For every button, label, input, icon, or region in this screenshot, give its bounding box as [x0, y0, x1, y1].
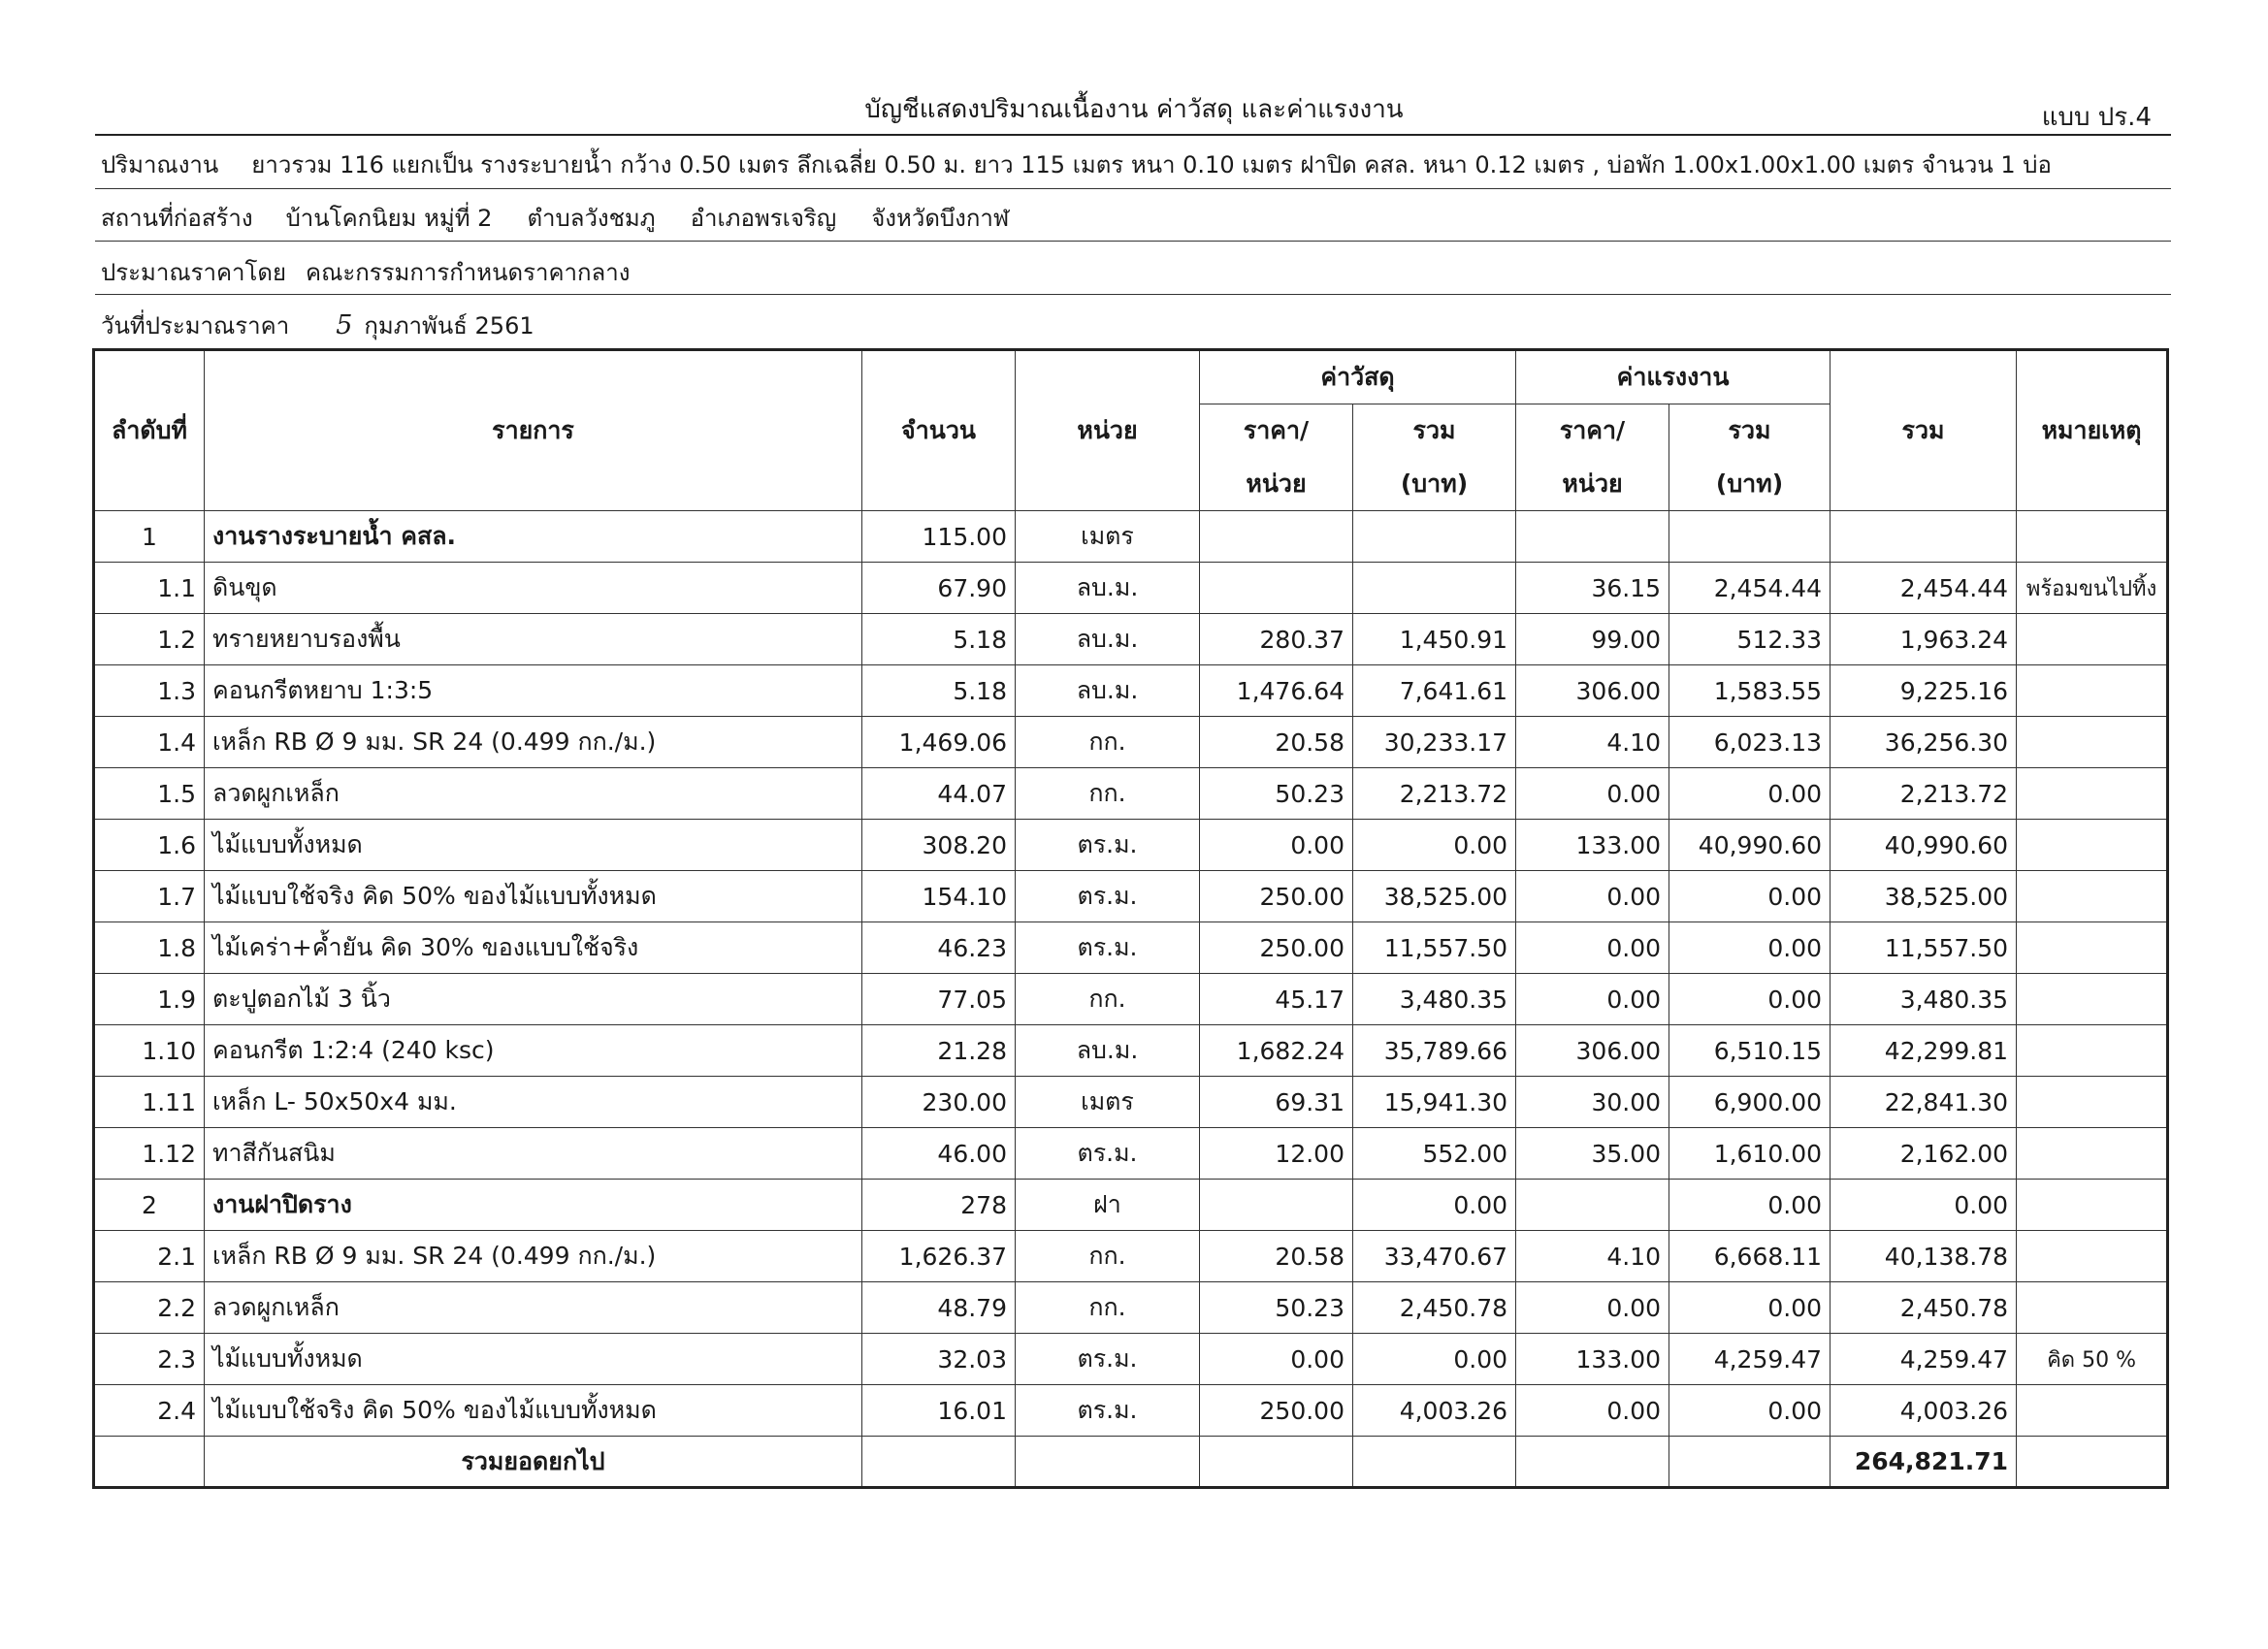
row-material-price: 20.58: [1200, 717, 1353, 768]
table-row: [94, 820, 2168, 871]
row-no: 1: [94, 511, 205, 563]
row-note: [2017, 1077, 2168, 1128]
row-no: 1.4: [94, 717, 205, 768]
site-district: อำเภอพรเจริญ: [690, 205, 837, 232]
row-total: 36,256.30: [1831, 717, 2017, 768]
divider: [95, 134, 2171, 136]
row-unit: ตร.ม.: [1016, 1385, 1200, 1437]
row-item: ทรายหยาบรองพื้น: [205, 614, 862, 665]
table-row: [94, 563, 2168, 614]
row-qty: 32.03: [862, 1334, 1016, 1385]
row-unit: เมตร: [1016, 511, 1200, 563]
header-material-sum: รวม: [1353, 404, 1516, 458]
row-material-price: 0.00: [1200, 1334, 1353, 1385]
table-row: [94, 1334, 2168, 1385]
total-row: [94, 1437, 2168, 1488]
row-total: [1831, 511, 2017, 563]
row-item: ลวดผูกเหล็ก: [205, 1282, 862, 1334]
row-unit: ลบ.ม.: [1016, 614, 1200, 665]
row-material-sum: 11,557.50: [1353, 922, 1516, 974]
table-row: [94, 871, 2168, 922]
row-item: ทาสีกันสนิม: [205, 1128, 862, 1180]
row-note: [2017, 922, 2168, 974]
row-total: 1,963.24: [1831, 614, 2017, 665]
estimator-line: [101, 253, 630, 291]
row-material-price: [1200, 1180, 1353, 1231]
site-line: [101, 199, 1009, 237]
row-labor-price: 133.00: [1516, 1334, 1669, 1385]
row-material-price: 280.37: [1200, 614, 1353, 665]
row-unit: ตร.ม.: [1016, 1334, 1200, 1385]
site-province: จังหวัดบึงกาฬ: [871, 205, 1010, 232]
row-unit: เมตร: [1016, 1077, 1200, 1128]
date-label: วันที่ประมาณราคา: [101, 312, 290, 340]
row-total: 38,525.00: [1831, 871, 2017, 922]
row-material-price: 0.00: [1200, 820, 1353, 871]
row-note: [2017, 717, 2168, 768]
row-note: [2017, 1128, 2168, 1180]
row-no: 2.4: [94, 1385, 205, 1437]
row-qty: 154.10: [862, 871, 1016, 922]
row-total: 4,003.26: [1831, 1385, 2017, 1437]
row-item: ไม้เคร่า+ค้ำยัน คิด 30% ของแบบใช้จริง: [205, 922, 862, 974]
row-material-price: [1200, 511, 1353, 563]
row-note: [2017, 1385, 2168, 1437]
row-qty: 48.79: [862, 1282, 1016, 1334]
row-qty: 77.05: [862, 974, 1016, 1025]
row-note: [2017, 768, 2168, 820]
row-qty: 5.18: [862, 614, 1016, 665]
boq-table: [92, 348, 2169, 1489]
row-note: [2017, 511, 2168, 563]
row-no: 1.6: [94, 820, 205, 871]
row-no: 2.3: [94, 1334, 205, 1385]
row-material-sum: 1,450.91: [1353, 614, 1516, 665]
row-labor-sum: 0.00: [1669, 922, 1831, 974]
row-material-price: 45.17: [1200, 974, 1353, 1025]
row-no: 2.1: [94, 1231, 205, 1282]
row-material-sum: 0.00: [1353, 1334, 1516, 1385]
header-qty: จำนวน: [862, 350, 1016, 511]
row-note: [2017, 1025, 2168, 1077]
row-material-price: 69.31: [1200, 1077, 1353, 1128]
row-qty: 308.20: [862, 820, 1016, 871]
row-labor-price: 0.00: [1516, 768, 1669, 820]
header-labor-sum: รวม: [1669, 404, 1831, 458]
row-note: [2017, 974, 2168, 1025]
table-row: [94, 1385, 2168, 1437]
section-row: [94, 511, 2168, 563]
row-labor-price: 4.10: [1516, 1231, 1669, 1282]
row-qty: 67.90: [862, 563, 1016, 614]
row-qty: 46.23: [862, 922, 1016, 974]
site-label: สถานที่ก่อสร้าง: [101, 205, 253, 232]
row-no: 1.10: [94, 1025, 205, 1077]
total-cell-empty: [1669, 1437, 1831, 1488]
divider: [95, 294, 2171, 295]
row-labor-sum: [1669, 511, 1831, 563]
row-item: ไม้แบบทั้งหมด: [205, 1334, 862, 1385]
row-qty: 278: [862, 1180, 1016, 1231]
total-cell-empty: [2017, 1437, 2168, 1488]
row-note: [2017, 1180, 2168, 1231]
row-note: พร้อมขนไปทิ้ง: [2017, 563, 2168, 614]
row-unit: ลบ.ม.: [1016, 563, 1200, 614]
row-total: 2,162.00: [1831, 1128, 2017, 1180]
row-item: งานฝาปิดราง: [205, 1180, 862, 1231]
row-note: [2017, 820, 2168, 871]
row-material-sum: 0.00: [1353, 820, 1516, 871]
row-unit: ตร.ม.: [1016, 1128, 1200, 1180]
table-row: [94, 768, 2168, 820]
header-material-price-unit: ราคา/: [1200, 404, 1353, 458]
row-note: [2017, 614, 2168, 665]
row-material-sum: 38,525.00: [1353, 871, 1516, 922]
estimator: คณะกรรมการกำหนดราคากลาง: [306, 259, 631, 286]
row-no: 1.12: [94, 1128, 205, 1180]
row-labor-price: [1516, 511, 1669, 563]
row-qty: 1,469.06: [862, 717, 1016, 768]
row-unit: กก.: [1016, 717, 1200, 768]
row-item: เหล็ก RB Ø 9 มม. SR 24 (0.499 กก./ม.): [205, 717, 862, 768]
row-item: ไม้แบบใช้จริง คิด 50% ของไม้แบบทั้งหมด: [205, 1385, 862, 1437]
row-item: คอนกรีตหยาบ 1:3:5: [205, 665, 862, 717]
row-qty: 1,626.37: [862, 1231, 1016, 1282]
table-row: [94, 665, 2168, 717]
row-item: ไม้แบบใช้จริง คิด 50% ของไม้แบบทั้งหมด: [205, 871, 862, 922]
header-labor: ค่าแรงงาน: [1516, 350, 1831, 404]
row-labor-sum: 0.00: [1669, 1385, 1831, 1437]
row-labor-sum: 6,668.11: [1669, 1231, 1831, 1282]
row-unit: ฝา: [1016, 1180, 1200, 1231]
row-no: 1.3: [94, 665, 205, 717]
header-unit: หน่วย: [1016, 350, 1200, 511]
row-labor-price: 0.00: [1516, 974, 1669, 1025]
row-total: 4,259.47: [1831, 1334, 2017, 1385]
estimator-label: ประมาณราคาโดย: [101, 259, 287, 286]
row-no: 1.2: [94, 614, 205, 665]
header-material-price-unit-2: หน่วย: [1200, 458, 1353, 511]
row-no: 2: [94, 1180, 205, 1231]
row-material-price: 50.23: [1200, 1282, 1353, 1334]
row-note: [2017, 871, 2168, 922]
row-material-sum: 4,003.26: [1353, 1385, 1516, 1437]
row-no: 1.5: [94, 768, 205, 820]
table-row: [94, 922, 2168, 974]
row-labor-price: [1516, 1180, 1669, 1231]
row-material-price: [1200, 563, 1353, 614]
row-labor-price: 0.00: [1516, 871, 1669, 922]
row-labor-sum: 0.00: [1669, 1180, 1831, 1231]
row-item: คอนกรีต 1:2:4 (240 ksc): [205, 1025, 862, 1077]
header-remark: หมายเหตุ: [2017, 350, 2168, 511]
row-item: ลวดผูกเหล็ก: [205, 768, 862, 820]
row-no: 1.1: [94, 563, 205, 614]
row-unit: ลบ.ม.: [1016, 1025, 1200, 1077]
row-material-sum: 552.00: [1353, 1128, 1516, 1180]
header-no: ลำดับที่: [94, 350, 205, 511]
row-total: 0.00: [1831, 1180, 2017, 1231]
row-labor-price: 0.00: [1516, 1282, 1669, 1334]
total-label: รวมยอดยกไป: [205, 1437, 862, 1488]
row-labor-sum: 40,990.60: [1669, 820, 1831, 871]
table-row: [94, 1282, 2168, 1334]
row-total: 2,450.78: [1831, 1282, 2017, 1334]
row-labor-sum: 6,900.00: [1669, 1077, 1831, 1128]
header-total: รวม: [1831, 350, 2017, 511]
row-material-price: 12.00: [1200, 1128, 1353, 1180]
row-material-sum: [1353, 511, 1516, 563]
row-total: 2,213.72: [1831, 768, 2017, 820]
total-cell-empty: [94, 1437, 205, 1488]
row-labor-price: 133.00: [1516, 820, 1669, 871]
row-material-sum: 0.00: [1353, 1180, 1516, 1231]
row-total: 22,841.30: [1831, 1077, 2017, 1128]
row-material-price: 1,682.24: [1200, 1025, 1353, 1077]
scope-line: [101, 146, 2052, 183]
row-labor-price: 4.10: [1516, 717, 1669, 768]
date-day: 5: [336, 310, 353, 340]
row-no: 1.11: [94, 1077, 205, 1128]
row-qty: 44.07: [862, 768, 1016, 820]
table-row: [94, 614, 2168, 665]
row-labor-price: 306.00: [1516, 665, 1669, 717]
row-material-price: 250.00: [1200, 871, 1353, 922]
row-labor-sum: 6,023.13: [1669, 717, 1831, 768]
row-unit: กก.: [1016, 974, 1200, 1025]
row-item: เหล็ก RB Ø 9 มม. SR 24 (0.499 กก./ม.): [205, 1231, 862, 1282]
total-cell-empty: [1353, 1437, 1516, 1488]
total-cell-empty: [1516, 1437, 1669, 1488]
table-row: [94, 1025, 2168, 1077]
row-labor-price: 0.00: [1516, 1385, 1669, 1437]
form-code: แบบ ปร.4: [2041, 103, 2152, 132]
row-labor-price: 0.00: [1516, 922, 1669, 974]
total-value: 264,821.71: [1831, 1437, 2017, 1488]
row-total: 3,480.35: [1831, 974, 2017, 1025]
row-no: 1.7: [94, 871, 205, 922]
row-labor-sum: 0.00: [1669, 974, 1831, 1025]
row-no: 2.2: [94, 1282, 205, 1334]
row-material-price: 1,476.64: [1200, 665, 1353, 717]
document-title: บัญชีแสดงปริมาณเนื้องาน ค่าวัสดุ และค่าแรงงาน: [864, 95, 1404, 124]
row-qty: 21.28: [862, 1025, 1016, 1077]
table-row: [94, 1128, 2168, 1180]
row-labor-sum: 0.00: [1669, 871, 1831, 922]
table-row: [94, 974, 2168, 1025]
header-material: ค่าวัสดุ: [1200, 350, 1516, 404]
row-item: ไม้แบบทั้งหมด: [205, 820, 862, 871]
header-material-sum-2: (บาท): [1353, 458, 1516, 511]
row-material-price: 20.58: [1200, 1231, 1353, 1282]
row-labor-price: 30.00: [1516, 1077, 1669, 1128]
header-labor-price-unit-2: หน่วย: [1516, 458, 1669, 511]
table-row: [94, 1231, 2168, 1282]
row-labor-price: 35.00: [1516, 1128, 1669, 1180]
row-no: 1.8: [94, 922, 205, 974]
row-item: งานรางระบายน้ำ คสล.: [205, 511, 862, 563]
row-material-sum: 30,233.17: [1353, 717, 1516, 768]
row-labor-sum: 1,610.00: [1669, 1128, 1831, 1180]
row-labor-price: 99.00: [1516, 614, 1669, 665]
row-material-sum: 2,450.78: [1353, 1282, 1516, 1334]
row-total: 2,454.44: [1831, 563, 2017, 614]
row-material-sum: [1353, 563, 1516, 614]
divider: [95, 188, 2171, 189]
total-cell-empty: [862, 1437, 1016, 1488]
row-material-sum: 35,789.66: [1353, 1025, 1516, 1077]
row-labor-sum: 0.00: [1669, 768, 1831, 820]
row-note: คิด 50 %: [2017, 1334, 2168, 1385]
row-unit: ตร.ม.: [1016, 820, 1200, 871]
row-qty: 46.00: [862, 1128, 1016, 1180]
row-material-sum: 7,641.61: [1353, 665, 1516, 717]
divider: [95, 241, 2171, 242]
row-labor-sum: 1,583.55: [1669, 665, 1831, 717]
row-unit: ลบ.ม.: [1016, 665, 1200, 717]
row-qty: 230.00: [862, 1077, 1016, 1128]
row-no: 1.9: [94, 974, 205, 1025]
row-material-sum: 15,941.30: [1353, 1077, 1516, 1128]
row-total: 40,990.60: [1831, 820, 2017, 871]
row-labor-price: 306.00: [1516, 1025, 1669, 1077]
row-material-sum: 33,470.67: [1353, 1231, 1516, 1282]
row-total: 40,138.78: [1831, 1231, 2017, 1282]
section-row: [94, 1180, 2168, 1231]
total-cell-empty: [1200, 1437, 1353, 1488]
row-unit: กก.: [1016, 768, 1200, 820]
row-qty: 115.00: [862, 511, 1016, 563]
total-cell-empty: [1016, 1437, 1200, 1488]
row-labor-sum: 2,454.44: [1669, 563, 1831, 614]
row-total: 11,557.50: [1831, 922, 2017, 974]
site-village: บ้านโคกนิยม หมู่ที่ 2: [285, 205, 493, 232]
row-total: 42,299.81: [1831, 1025, 2017, 1077]
row-item: เหล็ก L- 50x50x4 มม.: [205, 1077, 862, 1128]
scope-text: ยาวรวม 116 แยกเป็น รางระบายน้ำ กว้าง 0.50 เมตร ลึกเฉลี่ย 0.50 ม. ยาว 115 เมตร หนา 0.10 เมตร ฝาปิด คสล. หนา 0.12 เมตร , บ่อพัก 1.00x1.00x1.00 เมตร จำนวน 1 บ่อ: [251, 151, 2052, 178]
row-unit: ตร.ม.: [1016, 922, 1200, 974]
row-labor-sum: 4,259.47: [1669, 1334, 1831, 1385]
row-item: ตะปูตอกไม้ 3 นิ้ว: [205, 974, 862, 1025]
row-material-price: 250.00: [1200, 1385, 1353, 1437]
row-labor-sum: 0.00: [1669, 1282, 1831, 1334]
row-unit: กก.: [1016, 1282, 1200, 1334]
table-row: [94, 717, 2168, 768]
row-labor-sum: 512.33: [1669, 614, 1831, 665]
row-material-sum: 2,213.72: [1353, 768, 1516, 820]
row-labor-sum: 6,510.15: [1669, 1025, 1831, 1077]
row-total: 9,225.16: [1831, 665, 2017, 717]
row-material-sum: 3,480.35: [1353, 974, 1516, 1025]
row-item: ดินขุด: [205, 563, 862, 614]
date-line: [101, 307, 535, 344]
row-note: [2017, 665, 2168, 717]
row-labor-price: 36.15: [1516, 563, 1669, 614]
row-note: [2017, 1282, 2168, 1334]
header-labor-price-unit: ราคา/: [1516, 404, 1669, 458]
row-material-price: 250.00: [1200, 922, 1353, 974]
header-labor-sum-2: (บาท): [1669, 458, 1831, 511]
scope-label: ปริมาณงาน: [101, 151, 219, 178]
row-unit: กก.: [1016, 1231, 1200, 1282]
table-row: [94, 1077, 2168, 1128]
row-material-price: 50.23: [1200, 768, 1353, 820]
date-rest: กุมภาพันธ์ 2561: [364, 312, 535, 340]
row-qty: 16.01: [862, 1385, 1016, 1437]
row-note: [2017, 1231, 2168, 1282]
row-qty: 5.18: [862, 665, 1016, 717]
row-unit: ตร.ม.: [1016, 871, 1200, 922]
site-subdistrict: ตำบลวังชมภู: [527, 205, 656, 232]
boq-body: [94, 511, 2168, 1437]
header-item: รายการ: [205, 350, 862, 511]
